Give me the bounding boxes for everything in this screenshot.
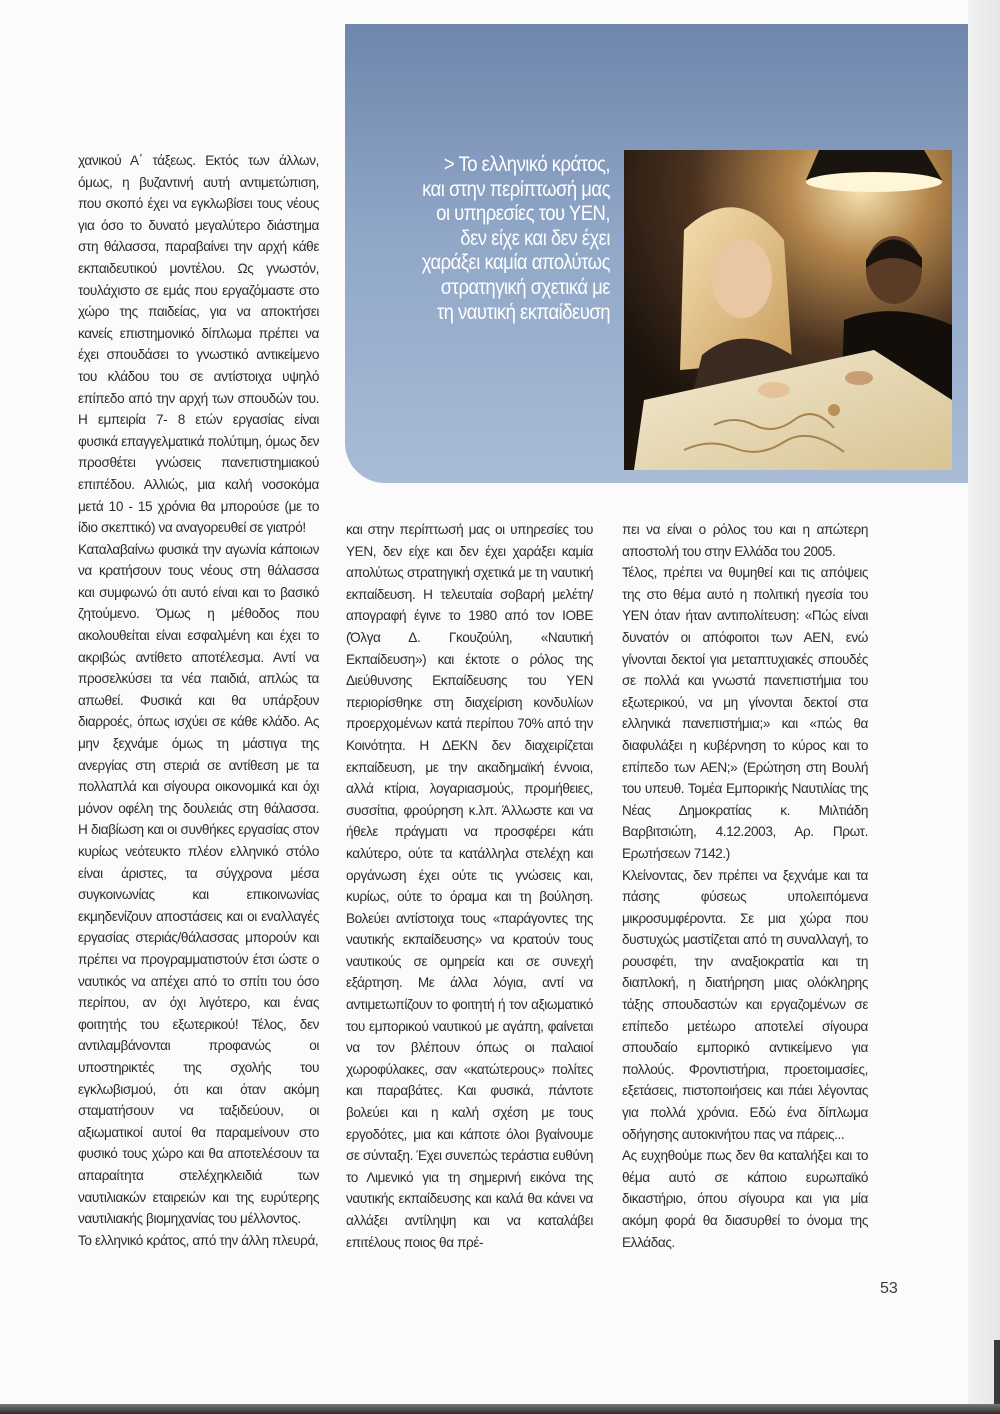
- scan-mark: [0, 1404, 1000, 1414]
- pullquote-line: οι υπηρεσίες του ΥΕΝ,: [436, 201, 610, 226]
- photo-students-reading-chart: [624, 150, 952, 470]
- paragraph: Το ελληνικό κράτος, από την άλλη πλευρά,: [78, 1232, 319, 1248]
- scan-edge: [968, 0, 1000, 1414]
- paragraph: και στην περίπτωσή μας οι υπηρεσίες του ΥΕΝ, δεν είχε και δεν έχει χαράξει καμία απολύτως στρατηγική σχετικά με τη ναυτική εκπαίδευση. Η τελευταία σοβαρή μελέτη/απογραφή έγινε το 1980 από τον ΙΟΒΕ (Όλγα Δ. Γκουζούλη, «Ναυτική Εκπαίδευση») και έκτοτε ο ρόλος της Διεύθυνσης Εκπαίδευσης του ΥΕΝ περιορίσθηκε στη διαχείριση κονδυλίων προερχομένων κατά περίπου 70% από την Κοινότητα. Η ΔΕΚΝ δεν διαχειρίζεται εκπαίδευση, με την ακαδημαϊκή έννοια, αλλά κτίρια, λογαριασμούς, προμήθειες, συσσίτια, φρούρηση κ.λπ. Άλλωστε και να ήθελε πράγματι να προσφέρει κάτι καλύτερο, ούτε τα κατάλληλα στελέχη και οργάνωση έχει ούτε τις γνώσεις και, κυρίως, ούτε το όραμα και τη βούληση. Βολεύει αντίστοιχα τους «παράγοντες της ναυτικής εκπαίδευσης» να κρατούν τους ναυτικούς σε ομηρεία και σε συνεχή εξάρτηση. Με άλλα λόγια, αντί να αντιμετωπίζουν το φοιτητή ή τον αξιωματικό του εμπορικού ναυτικού με αγάπη, φαίνεται να τον βλέπουν όπως οι παλαιοί χωροφύλακες, σαν «κατώτερους» πολίτες και παραβάτες. Και φυσικά, πάντοτε βολεύει και η καλή σχέση με τους εργοδότες, μια και κάποτε όλοι βγαίνουμε σε σύνταξη. Έχει συνεπώς τεράστια ευθύνη το Λιμενικό για τη σημερινή εικόνα της ναυτικής εκπαίδευσης και καλά θα κάνει να αλλάξει αντίληψη και να καταλάβει επιτέλους ποιος θα πρέ-: [346, 522, 593, 1250]
- paragraph: Καταλαβαίνω φυσικά την αγωνία κάποιων να κρατήσουν τους νέους στη θάλασσα και συμφωνώ ότι αυτό είναι και το βασικό ζητούμενο. Όμως η μέθοδος που ακολουθείται είναι εσφαλμένη και έχει το ακριβώς αντίθετο αποτέλεσμα. Αντί να προσελκύσει τα νέα παιδιά, απλώς τα απωθεί. Φυσικά και θα υπάρξουν διαρροές, όπως ισχύει σε κάθε κλάδο. Ας μην ξεχνάμε όμως τη μάστιγα της ανεργίας στη στεριά σε αντίθεση με τα πολλαπλά και σίγουρα οικονομικά και όχι μόνον οφέλη της δουλειάς στη θάλασσα. Η διαβίωση και οι συνθήκες εργασίας στον κυρίως νεότευκτο πλέον ελληνικό στόλο είναι άριστες, τα σύγχρονα μέσα συγκοινωνίας και επικοινωνίας εκμηδενίζουν αποστάσεις και οι εναλλαγές εργασίας στεριάς/θάλασσας μπορούν και πρέπει να προγραμματιστούν έτσι ώστε ο ναυτικός να απέχει από το σπίτι του όσο περίπου, αν όχι λιγότερο, και ένας φοιτητής του εξωτερικού! Τέλος, δεν αντιλαμβάνονται προφανώς οι υποστηρικτές της σχολής του εγκλωβισμού, ότι και όταν ακόμη σταματήσουν να ταξιδεύουν, οι αξιωματικοί αυτοί θα παραμείνουν στο φυσικό τους χώρο και θα αποτελέσουν τα απαραίτητα στελέχηκλειδιά των ναυτιλιακών εταιρειών και της ευρύτερης ναυτιλιακής βιομηχανίας του μέλλοντος.: [78, 541, 319, 1227]
- text-column-middle: [346, 519, 593, 1253]
- pullquote-line: στρατηγική σχετικά με: [440, 274, 610, 299]
- pullquote: [391, 152, 610, 324]
- pullquote-line: > Το ελληνικό κράτος,: [443, 152, 610, 176]
- text-column-right: [622, 519, 868, 1253]
- pullquote-line: τη ναυτική εκπαίδευση: [436, 299, 610, 324]
- pullquote-line: και στην περίπτωσή μας: [422, 176, 610, 201]
- paragraph: χανικού Α΄ τάξεως. Εκτός των άλλων, όμως, η βυζαντινή αυτή αντιμετώπιση, που σκοπό έχει να εγκλωβίσει τους νέους για όσο το δυνατό μεγαλύτερο διάστημα στη θάλασσα, παραβαίνει την αρχή κάθε εκπαιδευτικού μοντέλου. Ως γνωστόν, τουλάχιστο σε εμάς που εργαζόμαστε στο χώρο της παιδείας, για να αποκτήσει κανείς επιστημονικό δίπλωμα πρέπει να έχει σπουδάσει το γνωστικό αντικείμενο του κλάδου του σε αντίστοιχα υψηλό επίπεδο από την αρχή των σπουδών του. Η εμπειρία 7- 8 ετών εργασίας είναι φυσικά επαγγελματικά πολύτιμη, όμως δεν προσθέτει γνώσεις πανεπιστημιακού επιπέδου. Αλλιώς, μια καλή νοσοκόμα μετά 10 - 15 χρόνια θα μπορούσε (με το ίδιο σκεπτικό) να αναγορευθεί σε γιατρό!: [78, 153, 319, 536]
- paragraph: Τέλος, πρέπει να θυμηθεί και τις απόψεις της στο θέμα αυτό η πολιτική ηγεσία του ΥΕΝ όταν ήταν αντιπολίτευση: «Πώς είναι δυνατόν οι απόφοιτοι των ΑΕΝ, ενώ γίνονται δεκτοί για μεταπτυχιακές σπουδές σε πολλά και γνωστά πανεπιστήμια του εξωτερικού, να μη γίνονται δεκτοί στα ελληνικά πανεπιστήμια;» και «πώς θα διαφυλάξει η κυβέρνηση το κύρος και το επίπεδο των ΑΕΝ;» (Ερώτηση στη Βουλή του υπευθ. Τομέα Εμπορικής Ναυτιλίας της Νέας Δημοκρατίας κ. Μιλτιάδη Βαρβιτσιώτη, 4.12.2003, Αρ. Πρωτ. Ερωτήσεων 7142.): [622, 565, 868, 861]
- scan-mark: [994, 1340, 1000, 1414]
- paragraph: Κλείνοντας, δεν πρέπει να ξεχνάμε και τα πάσης φύσεως υπολειπόμενα μικροσυμφέροντα. Σε μια χώρα που δυστυχώς μαστίζεται από τη συναλλαγή, το ρουσφέτι, την αναξιοκρατία και τη διαπλοκή, η διατήρηση μιας ολόκληρης τάξης σπουδαστών και εργαζομένων σε επίπεδο μετέωρο αποτελεί σίγουρα σπουδαίο εμπορικό αντικείμενο για πολλούς. Φροντιστήρια, προετοιμασίες, εξετάσεις, πιστοποιήσεις και πάει λέγοντας για πολλά χρόνια. Εδώ ένα δίπλωμα οδήγησης αυτοκινήτου πας να πάρεις...: [622, 867, 868, 1142]
- pullquote-line: χαράξει καμία απολύτως: [421, 250, 610, 275]
- page-number: 53: [880, 1280, 898, 1297]
- text-column-left: [78, 150, 319, 1251]
- pullquote-line: δεν είχε και δεν έχει: [460, 225, 610, 250]
- paragraph: Ας ευχηθούμε πως δεν θα καταλήξει και το θέμα αυτό σε κάποιο ευρωπαϊκό δικαστήριο, όπου σίγουρα και για μία ακόμη φορά θα διασυρθεί το όνομα της Ελλάδας.: [622, 1148, 868, 1250]
- paragraph: πει να είναι ο ρόλος του και η απώτερη αποστολή του στην Ελλάδα του 2005.: [622, 522, 868, 559]
